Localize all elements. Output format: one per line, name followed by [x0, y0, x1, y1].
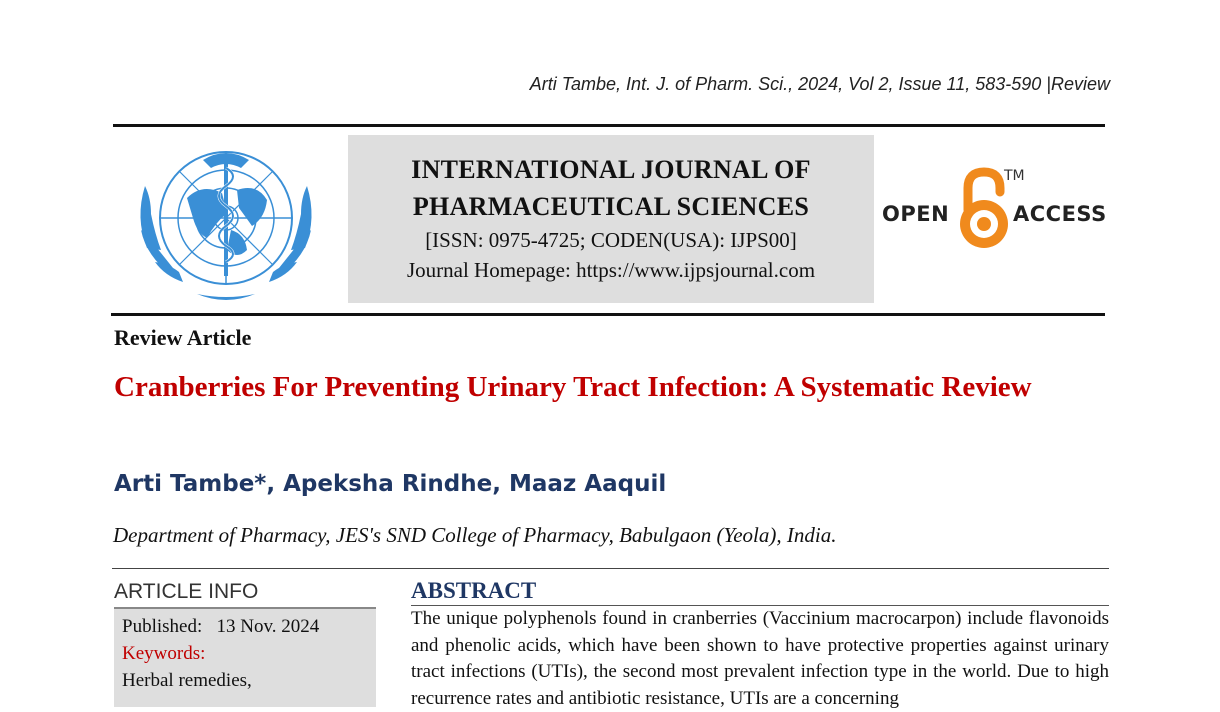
header-top-rule	[113, 124, 1105, 127]
open-access-tm: TM	[1004, 168, 1025, 184]
abstract-heading: ABSTRACT	[411, 578, 537, 603]
published-date: 13 Nov. 2024	[216, 616, 320, 637]
article-info-heading: ARTICLE INFO	[114, 580, 259, 603]
keyword-item: Herbal remedies,	[122, 670, 252, 691]
journal-homepage: Journal Homepage: https://www.ijpsjournal.com	[406, 258, 816, 282]
affiliation: Department of Pharmacy, JES's SND College of Pharmacy, Babulgaon (Yeola), India.	[113, 523, 837, 547]
published-row	[122, 613, 376, 640]
who-logo-icon	[127, 138, 325, 306]
keywords-label: Keywords:	[122, 643, 206, 664]
journal-title-line2: PHARMACEUTICAL SCIENCES	[412, 192, 810, 221]
journal-header-box	[348, 135, 874, 303]
journal-issn: [ISSN: 0975-4725; CODEN(USA): IJPS00]	[425, 228, 797, 252]
abstract-text: The unique polyphenols found in cranberries (Vaccinium macrocarpon) include flavonoids and phenolic acids, which have been shown to have protective properties against urinary tract infections (UTIs), the second most prevalent infection type in the world. Due to high recurrence rates and antibiotic resistance, UTIs are a concerning	[411, 608, 1109, 709]
running-head: Arti Tambe, Int. J. of Pharm. Sci., 2024, Vol 2, Issue 11, 583-590 |Review	[529, 74, 1110, 94]
section-divider	[112, 568, 1109, 569]
article-type: Review Article	[114, 325, 252, 350]
open-access-right-text: ACCESS	[1013, 202, 1107, 226]
open-access-left-text: OPEN	[882, 202, 950, 226]
article-info-box	[114, 607, 376, 707]
journal-title	[348, 151, 874, 225]
open-access-logo	[880, 166, 1110, 256]
header-bottom-rule	[111, 313, 1105, 316]
published-label: Published:	[122, 616, 203, 637]
article-title: Cranberries For Preventing Urinary Tract Infection: A Systematic Review	[114, 371, 1032, 403]
journal-title-line1: INTERNATIONAL JOURNAL OF	[411, 155, 811, 184]
author-list: Arti Tambe*, Apeksha Rindhe, Maaz Aaquil	[114, 471, 667, 497]
